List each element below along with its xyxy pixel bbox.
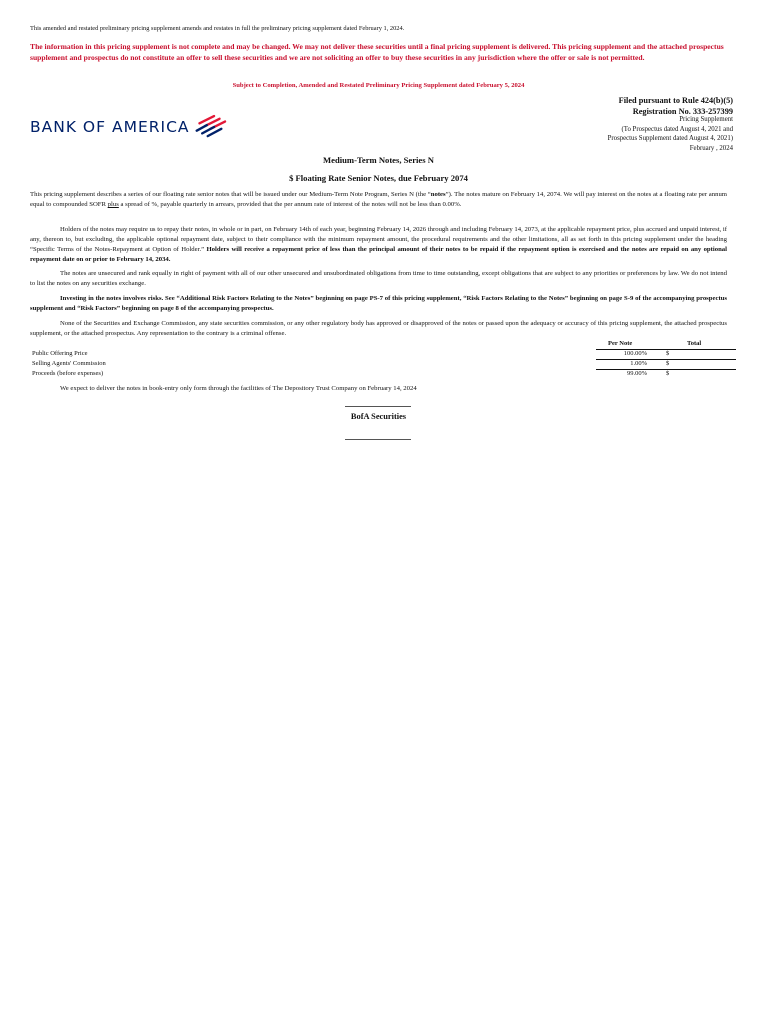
pricing-supplement-info bbox=[608, 115, 733, 153]
delivery-statement: We expect to deliver the notes in book-entry only form through the facilities of The Depository Trust Company on February 14, 2024 bbox=[60, 385, 417, 392]
filed-pursuant-line: Filed pursuant to Rule 424(b)(5) bbox=[618, 96, 733, 105]
subject-to-completion-line: Subject to Completion, Amended and Restated Preliminary Pricing Supplement dated February 5, 2024 bbox=[232, 82, 525, 89]
p1-plus-word: plus bbox=[107, 201, 119, 208]
description-paragraph bbox=[30, 190, 727, 210]
ps-title: Pricing Supplement bbox=[679, 116, 733, 123]
p2-text: Holders of the notes may require us to repay their notes, in whole or in part, on February 14th of each year, beginning February 14, 2026 through and including February 14, 2073, at the applicable repayment price, plus accrued and unpaid interest, if any, thereon to, but excluding, the applicable optional repayment date, subject to their compliance with the minimum repayment amount, the procedural requirements and the other limitations, all as set forth in this pricing supplement under the heading “Specific Terms of the Notes-Repayment at Option of Holder.” bbox=[30, 226, 727, 253]
registration-number: Registration No. 333-257399 bbox=[632, 107, 733, 116]
agent-top-rule bbox=[345, 406, 411, 407]
row-label: Proceeds (before expenses) bbox=[32, 370, 104, 377]
series-title: Medium-Term Notes, Series N bbox=[323, 155, 434, 165]
notes-title: $ Floating Rate Senior Notes, due February 2074 bbox=[289, 173, 468, 183]
row-label: Selling Agents' Commission bbox=[32, 360, 106, 367]
p2-bold-text: Holders will receive a repayment price of less than the principal amount of their notes to be repaid if the repayment option is exercised and the notes are repaid on any optional repayment date on or prior to February 14, 2034. bbox=[30, 246, 727, 263]
row-label: Public Offering Price bbox=[32, 350, 88, 357]
ranking-paragraph: The notes are unsecured and rank equally in right of payment with all of our other unsecured and unsubordinated obligations from time to time outstanding, except obligations that are subject to any priorities or preferences by law. We do not intend to list the notes on any securities exchange. bbox=[30, 270, 727, 287]
bofa-securities: BofA Securities bbox=[350, 412, 407, 421]
p1-text-b: ”). The notes mature on February 14, 2074. We will pay interest on the notes at a floating rate per annum equal to compounded SOFR bbox=[30, 191, 727, 208]
risk-paragraph: Investing in the notes involves risks. See “Additional Risk Factors Relating to the Notes” beginning on page PS-7 of this pricing supplement, “Risk Factors Relating to the Notes” beginning on page S-9 of the accompanying prospectus supplement and “Risk Factors” beginning on page 8 of the accompanying prospectus. bbox=[30, 295, 727, 312]
ps-date: February , 2024 bbox=[689, 144, 733, 152]
row-total: $ bbox=[666, 370, 670, 377]
table-row bbox=[30, 370, 735, 380]
bank-of-america-logo bbox=[30, 113, 230, 141]
sec-paragraph: None of the Securities and Exchange Commission, any state securities commission, or any other regulatory body has approved or disapproved of the notes or passed upon the adequacy or accuracy of this pricing supplement, the attached prospectus supplement, or the attached prospectus. Any representation to the contrary is a criminal offense. bbox=[30, 320, 727, 337]
red-warning-legend: The information in this pricing supplement is not complete and may be changed. We may not deliver these securities until a final pricing supplement is delivered. This pricing supplement and the attached prospectus supplement and prospectus do not constitute an offer to sell these securities and we are not soliciting an offer to buy these securities in any jurisdiction where the offer or sale is not permitted. bbox=[30, 42, 724, 62]
ps-prospectus-date: (To Prospectus dated August 4, 2021 and bbox=[621, 125, 733, 133]
row-per-note: 1.00% bbox=[630, 360, 647, 367]
logo-wordmark: BANK OF AMERICA bbox=[30, 118, 190, 136]
row-total: $ bbox=[666, 350, 670, 357]
amended-notice: This amended and restated preliminary pricing supplement amends and restates in full the preliminary pricing supplement dated February 1, 2024. bbox=[30, 25, 405, 32]
flagscape-icon bbox=[194, 114, 230, 140]
total-header: Total bbox=[687, 340, 702, 347]
row-total: $ bbox=[666, 360, 670, 367]
row-per-note: 99.00% bbox=[626, 370, 647, 377]
ps-supplement-date: Prospectus Supplement dated August 4, 2021) bbox=[607, 135, 733, 142]
row-per-note: 100.00% bbox=[623, 350, 647, 357]
per-note-header: Per Note bbox=[608, 340, 633, 347]
filing-info bbox=[619, 95, 733, 117]
p1-text-a: This pricing supplement describes a series of our floating rate senior notes that will be issued under our Medium-Term Note Program, Series N (the “ bbox=[30, 191, 431, 198]
agent-bottom-rule bbox=[345, 439, 411, 440]
p1-text-c: a spread of %, payable quarterly in arrears, provided that the per annum rate of interest of the notes will not be less than 0.00%. bbox=[118, 201, 462, 208]
repayment-paragraph bbox=[30, 225, 727, 265]
p1-notes-term: notes bbox=[430, 191, 446, 198]
